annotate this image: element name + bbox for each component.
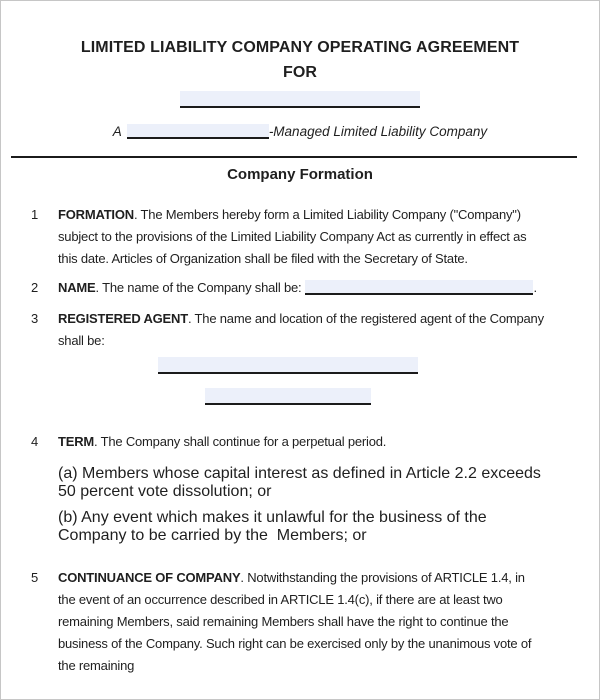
clause-text	[58, 431, 544, 453]
managed-suffix: -Managed Limited Liability Company	[268, 124, 488, 139]
clause-text	[58, 567, 544, 677]
clause-term	[31, 431, 544, 453]
registered-agent-location-field[interactable]	[205, 388, 371, 405]
clause-text	[58, 308, 544, 352]
clause-registered-agent	[31, 308, 544, 352]
clause-number: 5	[31, 570, 39, 585]
clause-continuance	[31, 567, 544, 677]
clause-number: 3	[31, 311, 39, 326]
section-heading: Company Formation	[227, 166, 373, 183]
company-name-entry-field[interactable]	[305, 280, 533, 295]
clause-body-text: . The Company shall continue for a perpetual period.	[94, 434, 387, 449]
clause-text-after-blank: .	[533, 280, 537, 295]
clause-body-text: . The name of the Company shall be:	[95, 280, 302, 295]
registered-agent-name-field[interactable]	[158, 357, 418, 374]
company-name-field[interactable]	[180, 91, 420, 108]
section-divider	[11, 156, 577, 158]
title-line-1: LIMITED LIABILITY COMPANY OPERATING AGREEMENT	[80, 39, 520, 56]
clause-number: 4	[31, 434, 39, 449]
management-type-field[interactable]	[127, 124, 269, 139]
clause-label: REGISTERED AGENT	[58, 311, 188, 326]
clause-formation	[31, 204, 544, 270]
clause-name	[31, 277, 544, 299]
managed-line	[1, 122, 599, 141]
clause-label: CONTINUANCE OF COMPANY	[58, 570, 241, 585]
managed-prefix: A	[112, 124, 122, 139]
clause-number: 2	[31, 280, 39, 295]
term-subclause-b: (b) Any event which makes it unlawful for the business of the Company to be carried by the Members; or	[58, 509, 487, 544]
clause-number: 1	[31, 207, 39, 222]
clause-list-continued	[1, 567, 599, 677]
term-subclause-a: (a) Members whose capital interest as defined in Article 2.2 exceeds 50 percent vote dissolution; or	[58, 465, 541, 500]
clause-text	[58, 277, 544, 299]
clause-label: FORMATION	[58, 207, 134, 222]
clause-body-text: . The name and location of the registered agent of the Company shall be:	[58, 311, 544, 348]
clause-body-text: . The Members hereby form a Limited Liability Company ("Company") subject to the provisions of the Limited Liability Company Act as currently in effect as this date. Articles of Organization shall be filed with the Secretary of State.	[58, 207, 527, 266]
clause-list	[1, 204, 599, 453]
clause-body-text: . Notwithstanding the provisions of ARTICLE 1.4, in the event of an occurrence described in ARTICLE 1.4(c), if there are at least two remaining Members, said remaining Members shall have the right to continue the business of the Company. Such right can be exercised only by the unanimous vote of the remaining	[58, 570, 532, 673]
title-line-2: FOR	[282, 64, 318, 81]
document-title	[1, 35, 599, 85]
clause-text	[58, 204, 544, 270]
clause-label: TERM	[58, 434, 95, 449]
clause-label: NAME	[58, 280, 96, 295]
